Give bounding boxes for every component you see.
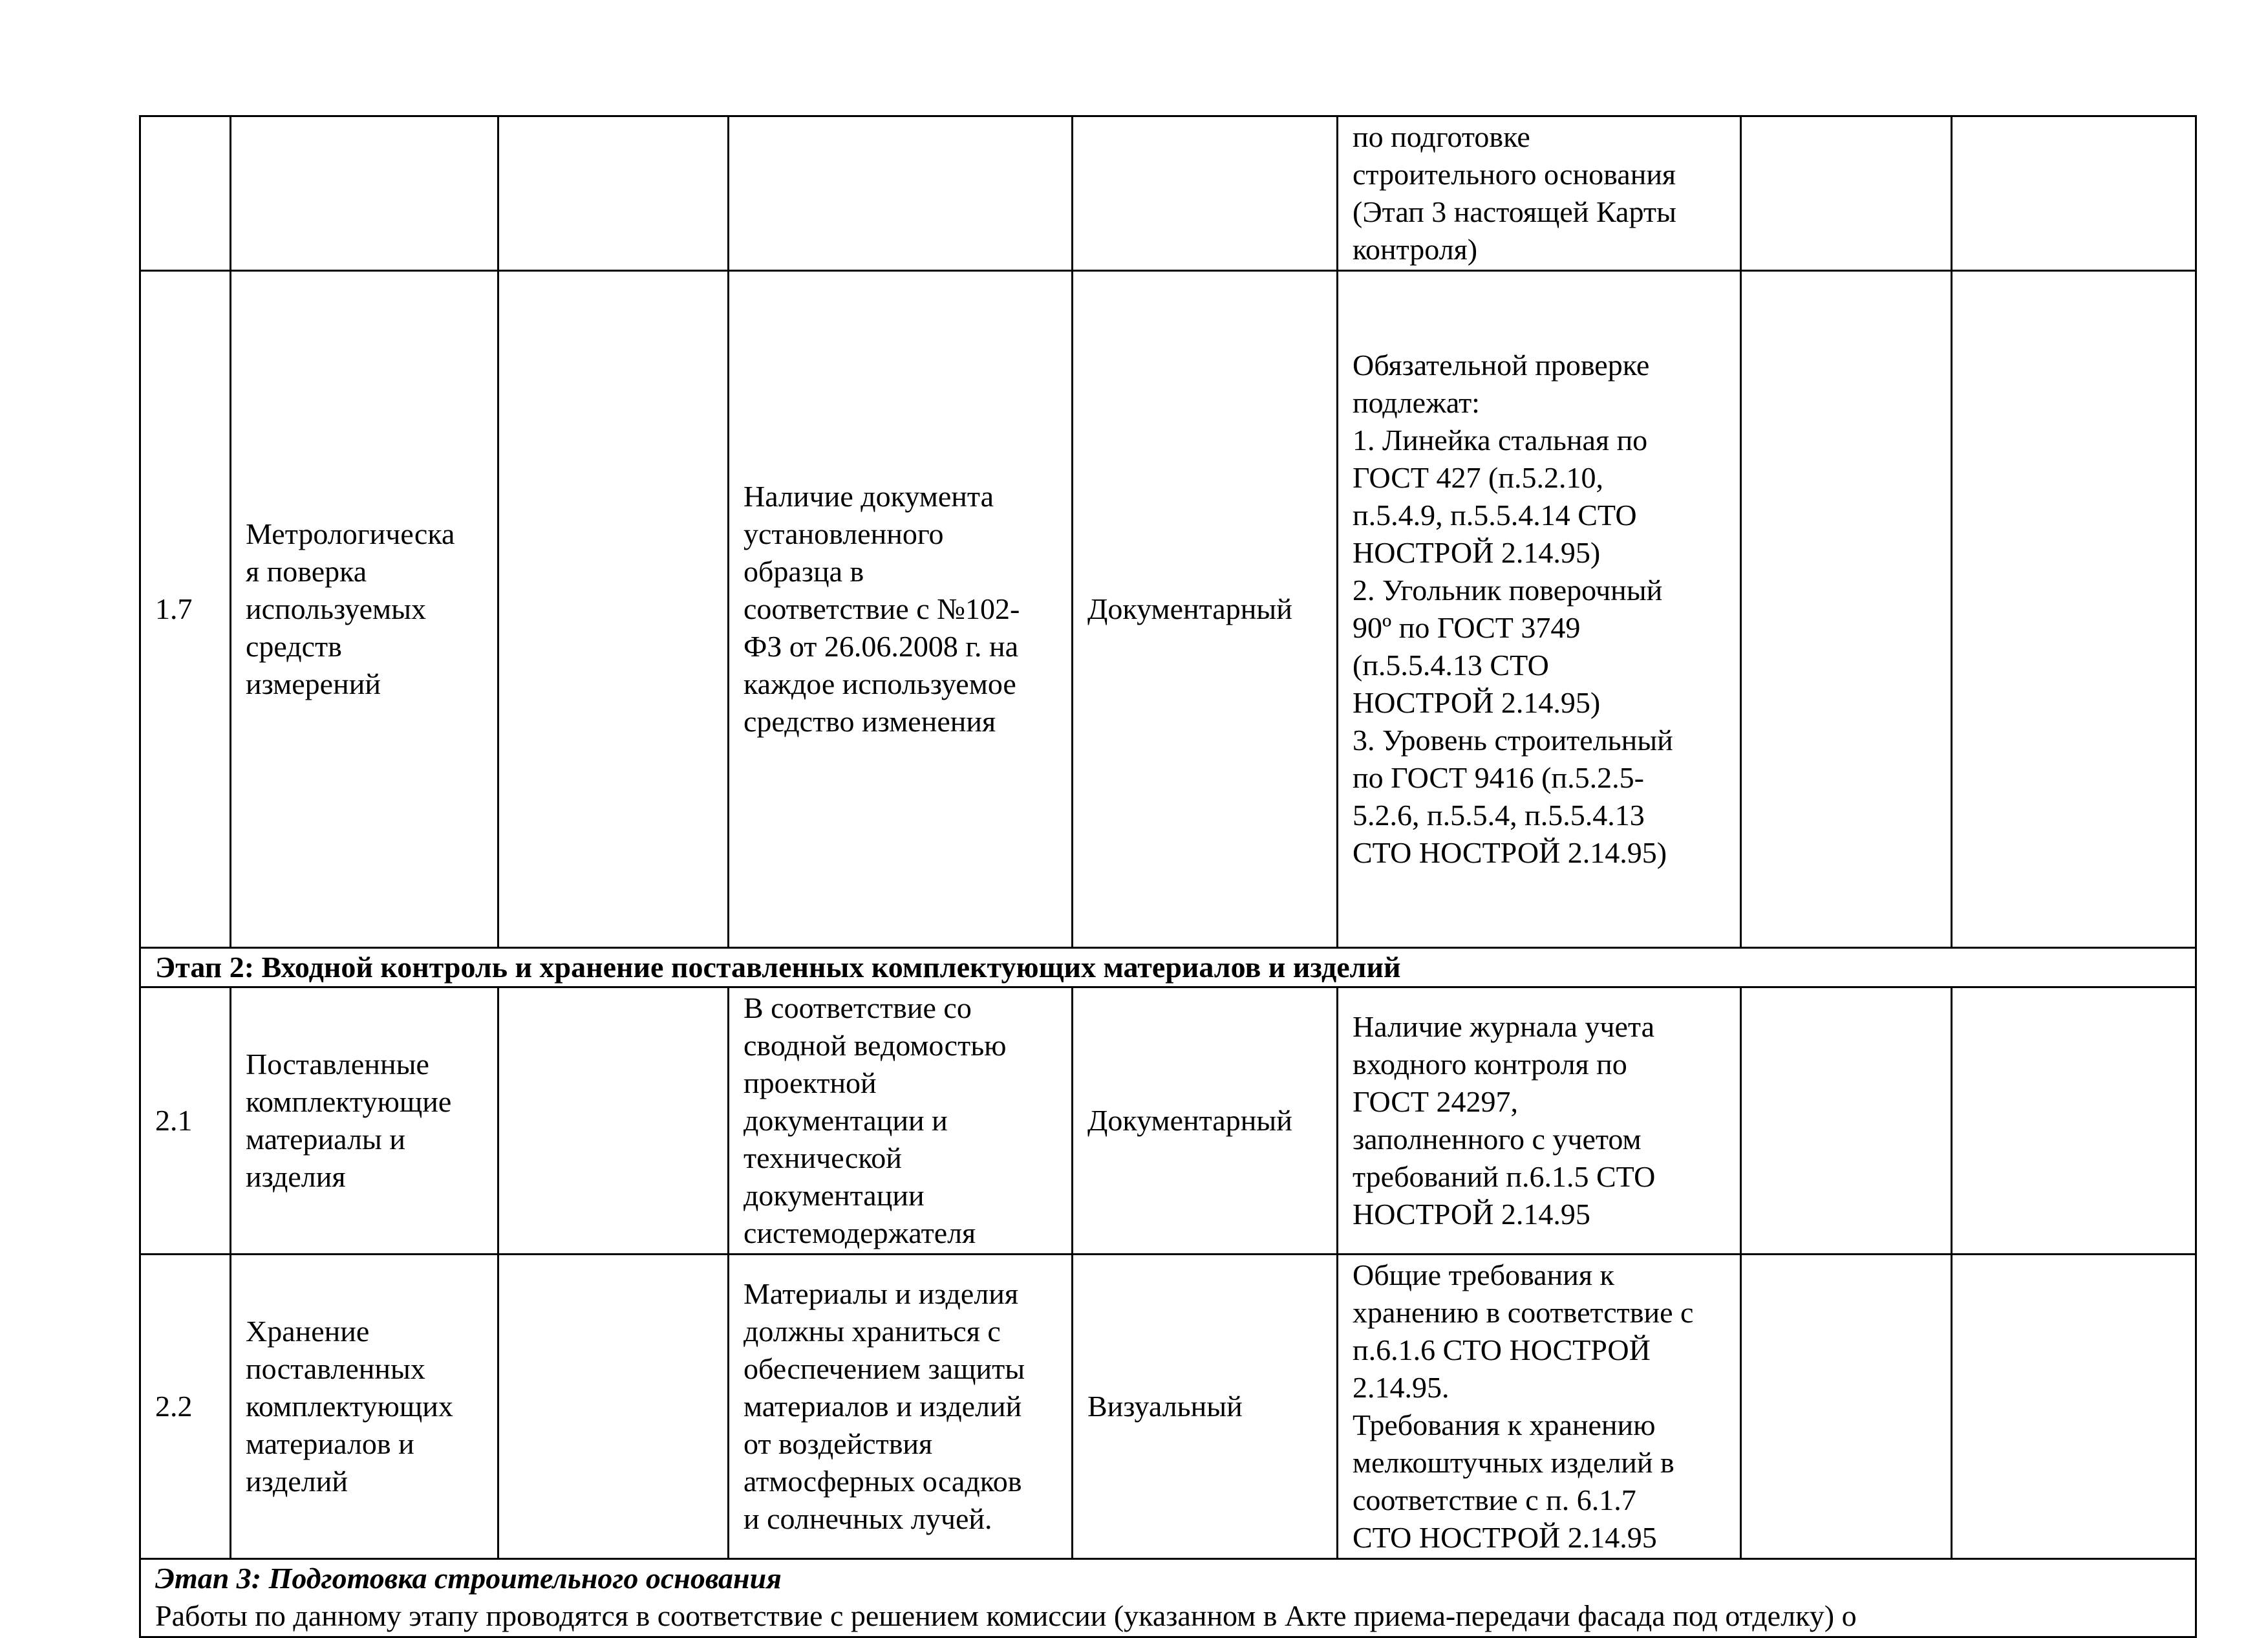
table-row (140, 116, 2196, 271)
stage-header-row (140, 1559, 2196, 1637)
notes-cell: Обязательной проверке подлежат: 1. Линейка стальная по ГОСТ 427 (п.5.2.10, п.5.4.9, п.5.5.4.14 СТО НОСТРОЙ 2.14.95) 2. Угольник поверочный 90º по ГОСТ 3749 (п.5.5.4.13 СТО НОСТРОЙ 2.14.95) 3. Уровень строительный по ГОСТ 9416 (п.5.2.5- 5.2.6, п.5.5.4, п.5.5.4.13 СТО НОСТРОЙ 2.14.95) (1338, 271, 1741, 948)
requirement-cell: Материалы и изделия должны храниться с обеспечением защиты материалов и изделий от воздействия атмосферных осадков и солнечных лучей. (729, 1255, 1073, 1559)
stage-header-row (140, 948, 2196, 987)
table-row (140, 271, 2196, 948)
empty-cell (1952, 271, 2196, 948)
requirement-cell (729, 116, 1073, 271)
row-number-cell: 2.2 (140, 1255, 231, 1559)
control-method-cell: Документарный (1073, 271, 1338, 948)
control-object-cell: Хранение поставленных комплектующих материалов и изделий (231, 1255, 498, 1559)
row-number-cell: 2.1 (140, 987, 231, 1255)
stage-3-note: Работы по данному этапу проводятся в соответствие с решением комиссии (указанном в Акте приема-передачи фасада под отделку) о (155, 1599, 1857, 1632)
empty-cell (1741, 116, 1952, 271)
empty-cell (1741, 1255, 1952, 1559)
control-method-cell: Документарный (1073, 987, 1338, 1255)
empty-cell (498, 116, 729, 271)
control-object-cell: Метрологическа я поверка используемых средств измерений (231, 271, 498, 948)
empty-cell (1952, 116, 2196, 271)
stage-3-cell (140, 1559, 2196, 1637)
empty-cell (498, 271, 729, 948)
stage-3-title: Этап 3: Подготовка строительного основания (155, 1562, 782, 1595)
control-method-cell (1073, 116, 1338, 271)
row-number-cell (140, 116, 231, 271)
control-map-table (139, 115, 2197, 1638)
notes-cell: Наличие журнала учета входного контроля по ГОСТ 24297, заполненного с учетом требований п.6.1.5 СТО НОСТРОЙ 2.14.95 (1338, 987, 1741, 1255)
empty-cell (1952, 987, 2196, 1255)
requirement-cell: Наличие документа установленного образца в соответствие с №102- ФЗ от 26.06.2008 г. на каждое используемое средство изменения (729, 271, 1073, 948)
notes-cell: Общие требования к хранению в соответствие с п.6.1.6 СТО НОСТРОЙ 2.14.95. Требования к хранению мелкоштучных изделий в соответствие с п. 6.1.7 СТО НОСТРОЙ 2.14.95 (1338, 1255, 1741, 1559)
control-object-cell: Поставленные комплектующие материалы и изделия (231, 987, 498, 1255)
row-number-cell: 1.7 (140, 271, 231, 948)
control-object-cell (231, 116, 498, 271)
control-method-cell: Визуальный (1073, 1255, 1338, 1559)
requirement-cell: В соответствие со сводной ведомостью проектной документации и технической документации системодержателя (729, 987, 1073, 1255)
table-row (140, 1255, 2196, 1559)
empty-cell (498, 1255, 729, 1559)
stage-2-title: Этап 2: Входной контроль и хранение поставленных комплектующих материалов и изделий (140, 948, 2196, 987)
empty-cell (1741, 987, 1952, 1255)
empty-cell (498, 987, 729, 1255)
notes-cell: по подготовке строительного основания (Этап 3 настоящей Карты контроля) (1338, 116, 1741, 271)
empty-cell (1741, 271, 1952, 948)
empty-cell (1952, 1255, 2196, 1559)
table-row (140, 987, 2196, 1255)
